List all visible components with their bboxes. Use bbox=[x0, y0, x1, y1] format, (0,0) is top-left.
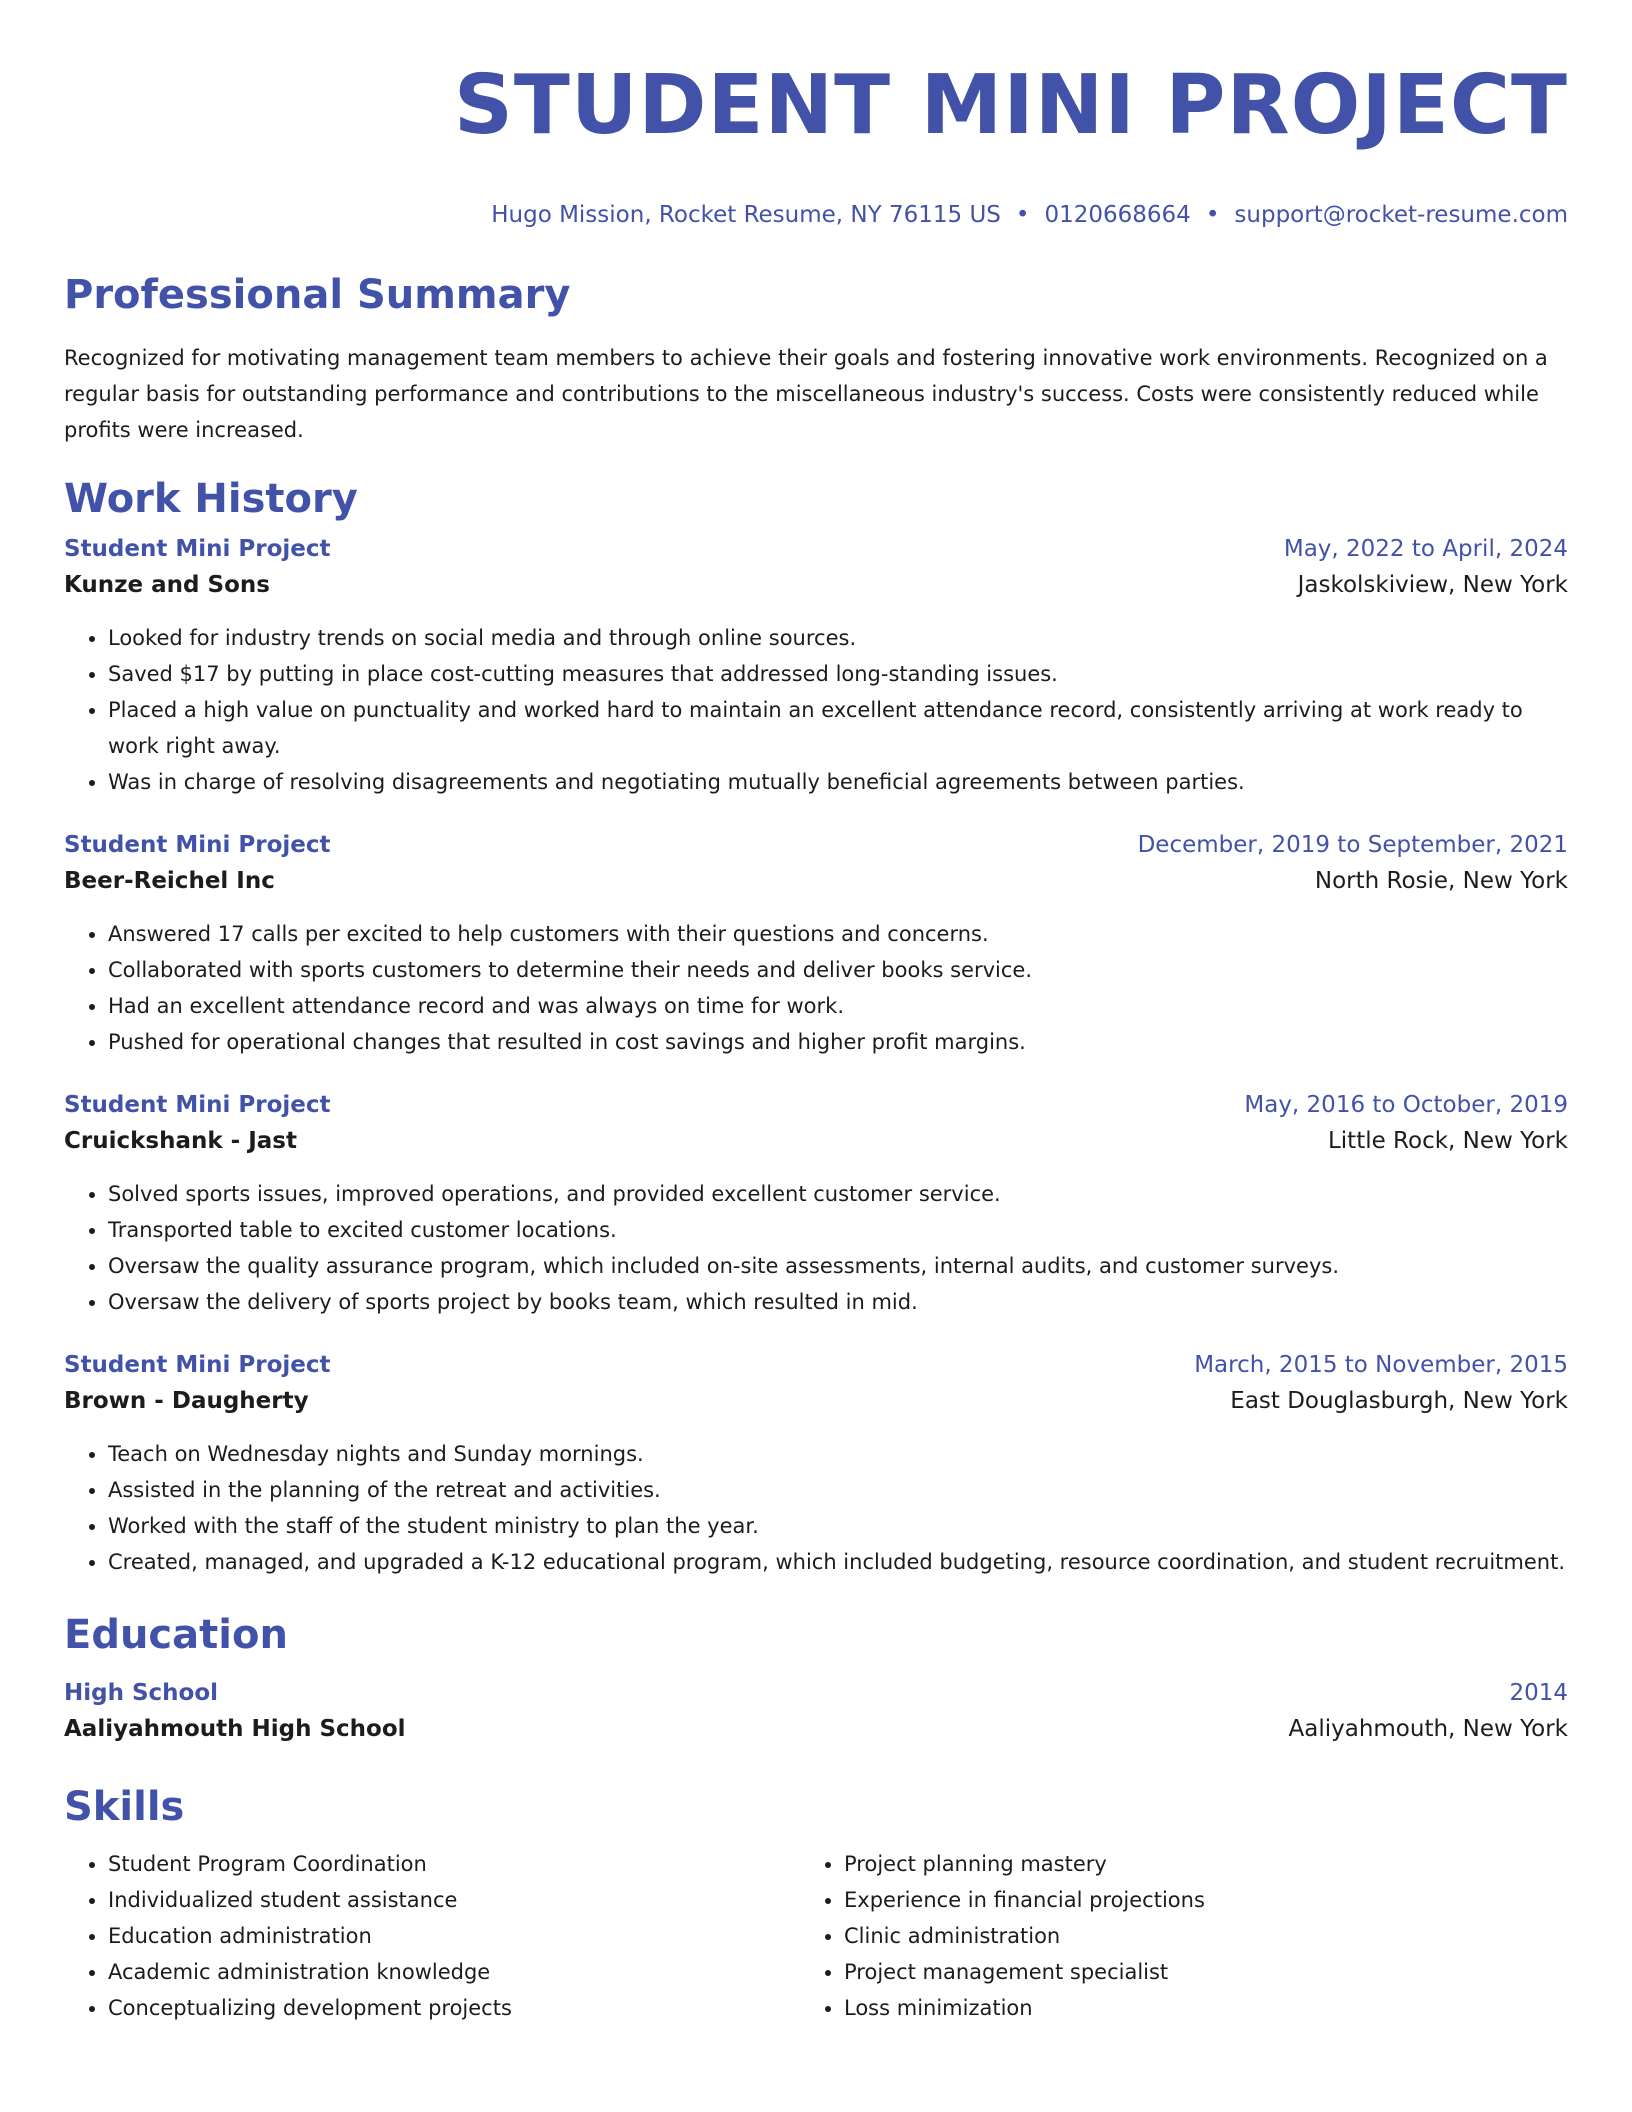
skill-item: • Loss minimization bbox=[844, 1990, 1536, 2026]
skill-item: • Education administration bbox=[108, 1918, 800, 1954]
job-location: Jaskolskiview, New York bbox=[1297, 572, 1568, 598]
job-bullets bbox=[64, 620, 1568, 800]
job-company: Brown - Daugherty bbox=[64, 1388, 309, 1414]
skills-column-right bbox=[800, 1846, 1536, 2026]
job-dates: March, 2015 to November, 2015 bbox=[1194, 1352, 1568, 1378]
education-year: 2014 bbox=[1509, 1680, 1568, 1706]
skill-item: • Individualized student assistance bbox=[108, 1882, 800, 1918]
skill-item: • Student Program Coordination bbox=[108, 1846, 800, 1882]
job-dates: December, 2019 to September, 2021 bbox=[1137, 832, 1568, 858]
job-title: Student Mini Project bbox=[64, 1092, 331, 1118]
job-bullet: • Pushed for operational changes that resulted in cost savings and higher profit margins. bbox=[108, 1024, 1568, 1060]
job-bullet: • Looked for industry trends on social media and through online sources. bbox=[108, 620, 1568, 656]
job-bullet: • Created, managed, and upgraded a K-12 educational program, which included budgeting, resource coordination, and student recruitment. bbox=[108, 1544, 1568, 1580]
job-dates: May, 2016 to October, 2019 bbox=[1244, 1092, 1568, 1118]
job-bullet: • Collaborated with sports customers to determine their needs and deliver books service. bbox=[108, 952, 1568, 988]
job-bullet: • Solved sports issues, improved operations, and provided excellent customer service. bbox=[108, 1176, 1568, 1212]
resume-header bbox=[64, 0, 1568, 230]
work-history-heading: Work History bbox=[64, 476, 358, 522]
job-location: North Rosie, New York bbox=[1314, 868, 1568, 894]
education-degree: High School bbox=[64, 1680, 219, 1706]
job-bullet: • Teach on Wednesday nights and Sunday mornings. bbox=[108, 1436, 1568, 1472]
skill-item: • Experience in financial projections bbox=[844, 1882, 1536, 1918]
job-bullet: • Answered 17 calls per excited to help customers with their questions and concerns. bbox=[108, 916, 1568, 952]
education-entry bbox=[64, 1676, 1568, 1748]
job-title: Student Mini Project bbox=[64, 1352, 331, 1378]
job-company-row bbox=[64, 1122, 1568, 1160]
contact-line bbox=[64, 200, 1568, 230]
contact-phone: 0120668664 bbox=[1044, 202, 1191, 228]
job-bullets bbox=[64, 1436, 1568, 1580]
job-bullets bbox=[64, 1176, 1568, 1320]
skills-column-left bbox=[64, 1846, 800, 2026]
job-bullet: • Oversaw the quality assurance program, which included on-site assessments, internal audits, and customer surveys. bbox=[108, 1248, 1568, 1284]
contact-separator: • bbox=[1015, 202, 1030, 228]
job-entry bbox=[64, 1088, 1568, 1320]
job-bullet: • Was in charge of resolving disagreements and negotiating mutually beneficial agreements between parties. bbox=[108, 764, 1568, 800]
education-location: Aaliyahmouth, New York bbox=[1288, 1716, 1568, 1742]
job-location: East Douglasburgh, New York bbox=[1230, 1388, 1568, 1414]
job-company: Kunze and Sons bbox=[64, 572, 270, 598]
job-company: Cruickshank - Jast bbox=[64, 1128, 297, 1154]
education-school: Aaliyahmouth High School bbox=[64, 1716, 406, 1742]
candidate-name: STUDENT MINI PROJECT bbox=[453, 58, 1568, 153]
education-heading: Education bbox=[64, 1612, 288, 1658]
job-bullet: • Oversaw the delivery of sports project by books team, which resulted in mid. bbox=[108, 1284, 1568, 1320]
job-dates: May, 2022 to April, 2024 bbox=[1283, 536, 1568, 562]
job-entry bbox=[64, 1348, 1568, 1580]
skill-item: • Project management specialist bbox=[844, 1954, 1536, 1990]
job-title-row bbox=[64, 1348, 1568, 1382]
job-bullet: • Saved $17 by putting in place cost-cutting measures that addressed long-standing issues. bbox=[108, 656, 1568, 692]
job-entry bbox=[64, 532, 1568, 800]
job-bullet: • Placed a high value on punctuality and worked hard to maintain an excellent attendance record, consistently arriving at work ready to work right away. bbox=[108, 692, 1568, 764]
job-location: Little Rock, New York bbox=[1327, 1128, 1568, 1154]
job-title-row bbox=[64, 532, 1568, 566]
skill-item: • Clinic administration bbox=[844, 1918, 1536, 1954]
job-title: Student Mini Project bbox=[64, 832, 331, 858]
job-bullet: • Worked with the staff of the student ministry to plan the year. bbox=[108, 1508, 1568, 1544]
job-company-row bbox=[64, 862, 1568, 900]
job-bullet: • Had an excellent attendance record and was always on time for work. bbox=[108, 988, 1568, 1024]
skill-item: • Conceptualizing development projects bbox=[108, 1990, 800, 2026]
job-bullet: • Assisted in the planning of the retreat and activities. bbox=[108, 1472, 1568, 1508]
education-school-row bbox=[64, 1710, 1568, 1748]
skills-heading: Skills bbox=[64, 1784, 185, 1830]
skills-grid bbox=[64, 1846, 1568, 2026]
job-entry bbox=[64, 828, 1568, 1060]
job-company-row bbox=[64, 566, 1568, 604]
job-title-row bbox=[64, 1088, 1568, 1122]
contact-separator: • bbox=[1205, 202, 1220, 228]
job-company-row bbox=[64, 1382, 1568, 1420]
summary-text: Recognized for motivating management team members to achieve their goals and fostering innovative work environments. Recognized on a regular basis for outstanding performance and contributions to the miscellaneous industry's success. Costs were consistently reduced while profits were increased. bbox=[64, 346, 1548, 442]
job-bullets bbox=[64, 916, 1568, 1060]
skill-item: • Project planning mastery bbox=[844, 1846, 1536, 1882]
job-title: Student Mini Project bbox=[64, 536, 331, 562]
summary-heading: Professional Summary bbox=[64, 272, 571, 318]
contact-address: Hugo Mission, Rocket Resume, NY 76115 US bbox=[491, 202, 1001, 228]
job-bullet: • Transported table to excited customer locations. bbox=[108, 1212, 1568, 1248]
contact-email: support@rocket-resume.com bbox=[1234, 202, 1568, 228]
job-title-row bbox=[64, 828, 1568, 862]
job-company: Beer-Reichel Inc bbox=[64, 868, 275, 894]
education-degree-row bbox=[64, 1676, 1568, 1710]
skill-item: • Academic administration knowledge bbox=[108, 1954, 800, 1990]
